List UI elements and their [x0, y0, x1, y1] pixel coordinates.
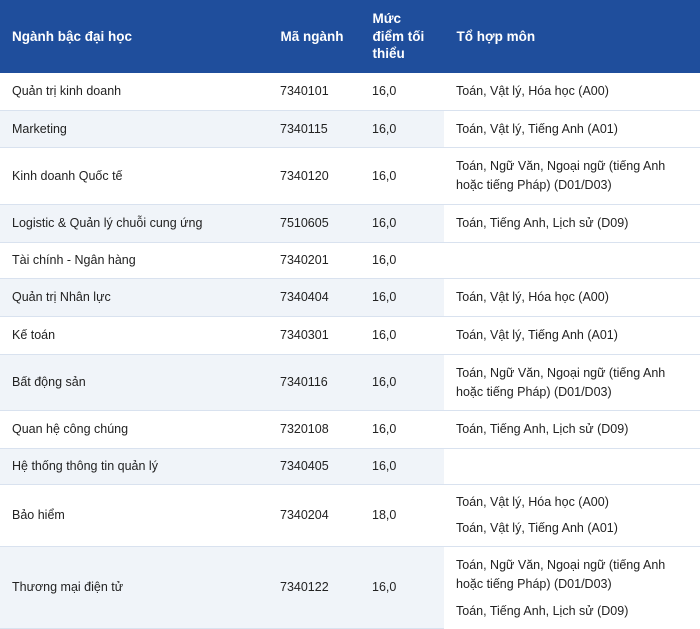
major-code: 7340204	[268, 485, 360, 547]
major-code: 7340404	[268, 278, 360, 316]
subject-combination	[444, 73, 700, 110]
major-name: Tài chính - Ngân hàng	[0, 243, 268, 279]
combo-a00: Toán, Vật lý, Hóa học (A00)	[456, 289, 609, 304]
minimum-score: 16,0	[360, 73, 444, 110]
subject-combination	[444, 148, 700, 205]
table-row	[0, 73, 700, 110]
major-name: Quản trị kinh doanh	[0, 73, 268, 110]
combo-d09: Toán, Tiếng Anh, Lịch sử (D09)	[456, 216, 629, 231]
subject-combination	[444, 485, 700, 547]
table-row	[0, 485, 700, 547]
minimum-score: 16,0	[360, 243, 444, 279]
combo-d01	[456, 556, 688, 594]
subject-combination	[444, 354, 700, 411]
major-name: Hệ thống thông tin quản lý	[0, 449, 268, 485]
combo-a01: Toán, Vật lý, Tiếng Anh (A01)	[456, 521, 618, 536]
major-name: Bất động sản	[0, 354, 268, 411]
table-row	[0, 205, 700, 243]
column-header-score: Mức điểm tối thiểu	[360, 0, 444, 73]
major-code: 7340122	[268, 546, 360, 628]
combo-d01-line1: Toán, Ngữ Văn, Ngoại ngữ (tiếng Anh	[456, 365, 666, 380]
subject-combination	[444, 110, 700, 148]
minimum-score: 16,0	[360, 546, 444, 628]
table-row	[0, 316, 700, 354]
minimum-score: 16,0	[360, 316, 444, 354]
table-row	[0, 110, 700, 148]
minimum-score: 16,0	[360, 148, 444, 205]
subject-combination	[444, 411, 700, 449]
subject-combination	[444, 278, 700, 316]
minimum-score: 16,0	[360, 449, 444, 485]
table-row	[0, 243, 700, 279]
column-header-major: Ngành bậc đại học	[0, 0, 268, 73]
major-name: Bảo hiểm	[0, 485, 268, 547]
subject-combination	[444, 546, 700, 628]
table-row	[0, 449, 700, 485]
major-name: Logistic & Quản lý chuỗi cung ứng	[0, 205, 268, 243]
combo-d01-line2: hoặc tiếng Pháp) (D01/D03)	[456, 576, 612, 591]
major-code: 7320108	[268, 411, 360, 449]
combo-a00: Toán, Vật lý, Hóa học (A00)	[456, 495, 609, 510]
combo-a00: Toán, Vật lý, Hóa học (A00)	[456, 83, 609, 98]
subject-combination	[444, 205, 700, 243]
major-code: 7340101	[268, 73, 360, 110]
combo-d01-line1: Toán, Ngữ Văn, Ngoại ngữ (tiếng Anh	[456, 557, 666, 572]
major-name: Quan hệ công chúng	[0, 411, 268, 449]
table-row	[0, 148, 700, 205]
combo-d09: Toán, Tiếng Anh, Lịch sử (D09)	[456, 422, 629, 437]
combo-a01: Toán, Vật lý, Tiếng Anh (A01)	[456, 121, 618, 136]
major-code: 7340405	[268, 449, 360, 485]
major-code: 7340116	[268, 354, 360, 411]
column-header-code: Mã ngành	[268, 0, 360, 73]
table-row	[0, 546, 700, 628]
table-header-row	[0, 0, 700, 73]
subject-combination	[444, 316, 700, 354]
table-row	[0, 411, 700, 449]
combo-d01-line2: hoặc tiếng Pháp) (D01/D03)	[456, 384, 612, 399]
minimum-score: 18,0	[360, 485, 444, 547]
minimum-score: 16,0	[360, 205, 444, 243]
major-name: Quản trị Nhân lực	[0, 278, 268, 316]
minimum-score: 16,0	[360, 278, 444, 316]
major-code: 7510605	[268, 205, 360, 243]
major-code: 7340201	[268, 243, 360, 279]
minimum-score: 16,0	[360, 354, 444, 411]
combo-d01-line2: hoặc tiếng Pháp) (D01/D03)	[456, 178, 612, 193]
minimum-score: 16,0	[360, 411, 444, 449]
column-header-combo: Tổ hợp môn	[444, 0, 700, 73]
combo-d01-line1: Toán, Ngữ Văn, Ngoại ngữ (tiếng Anh	[456, 159, 666, 174]
major-code: 7340115	[268, 110, 360, 148]
subject-combination-empty	[444, 243, 700, 279]
major-name: Kế toán	[0, 316, 268, 354]
combo-a01: Toán, Vật lý, Tiếng Anh (A01)	[456, 327, 618, 342]
table-row	[0, 278, 700, 316]
major-name: Marketing	[0, 110, 268, 148]
major-name: Thương mại điện tử	[0, 546, 268, 628]
subject-combination-empty	[444, 449, 700, 485]
table-row	[0, 354, 700, 411]
minimum-score: 16,0	[360, 110, 444, 148]
major-name: Kinh doanh Quốc tế	[0, 148, 268, 205]
major-code: 7340301	[268, 316, 360, 354]
combo-d09: Toán, Tiếng Anh, Lịch sử (D09)	[456, 603, 629, 618]
major-code: 7340120	[268, 148, 360, 205]
